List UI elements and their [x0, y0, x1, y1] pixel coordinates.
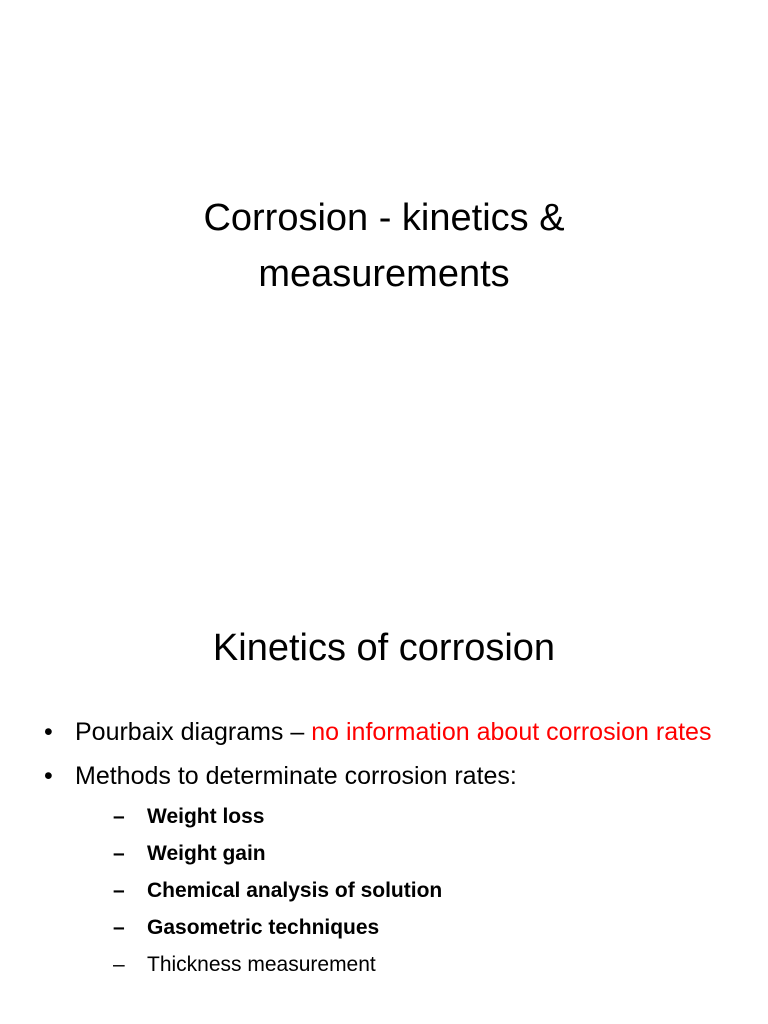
sub-bullet-text: Weight gain — [147, 842, 266, 865]
bullet-text-highlight: no information about corrosion rates — [311, 718, 712, 746]
bullet-item-pourbaix — [44, 714, 734, 750]
title-line-2: measurements — [258, 253, 510, 295]
content-slide — [0, 576, 768, 1024]
slide-title — [84, 190, 684, 302]
sub-bullet-item — [113, 909, 734, 946]
sub-bullet-text: Chemical analysis of solution — [147, 879, 443, 902]
sub-bullet-text: Gasometric techniques — [147, 916, 380, 939]
sub-bullet-item — [113, 835, 734, 872]
bullet-marker: • — [44, 762, 53, 790]
sub-bullet-marker: – — [113, 916, 125, 939]
slide-heading: Kinetics of corrosion — [212, 627, 556, 669]
sub-bullet-text: Thickness measurement — [147, 953, 376, 976]
bullet-item-methods — [44, 758, 734, 983]
sub-bullet-marker: – — [113, 953, 125, 976]
sub-bullet-item — [113, 798, 734, 835]
sub-bullet-marker: – — [113, 842, 125, 865]
bullet-text: Pourbaix diagrams – — [75, 718, 312, 746]
bullet-list — [44, 714, 734, 991]
sub-bullet-marker: – — [113, 805, 125, 828]
sub-bullet-marker: – — [113, 879, 125, 902]
bullet-text: Methods to determinate corrosion rates: — [75, 762, 517, 790]
sub-bullet-item — [113, 872, 734, 909]
sub-bullet-text: Weight loss — [147, 805, 265, 828]
bullet-marker: • — [44, 718, 53, 746]
sub-bullet-item — [113, 946, 734, 983]
title-line-1: Corrosion - kinetics & — [203, 197, 565, 239]
sub-bullet-list — [75, 798, 734, 983]
